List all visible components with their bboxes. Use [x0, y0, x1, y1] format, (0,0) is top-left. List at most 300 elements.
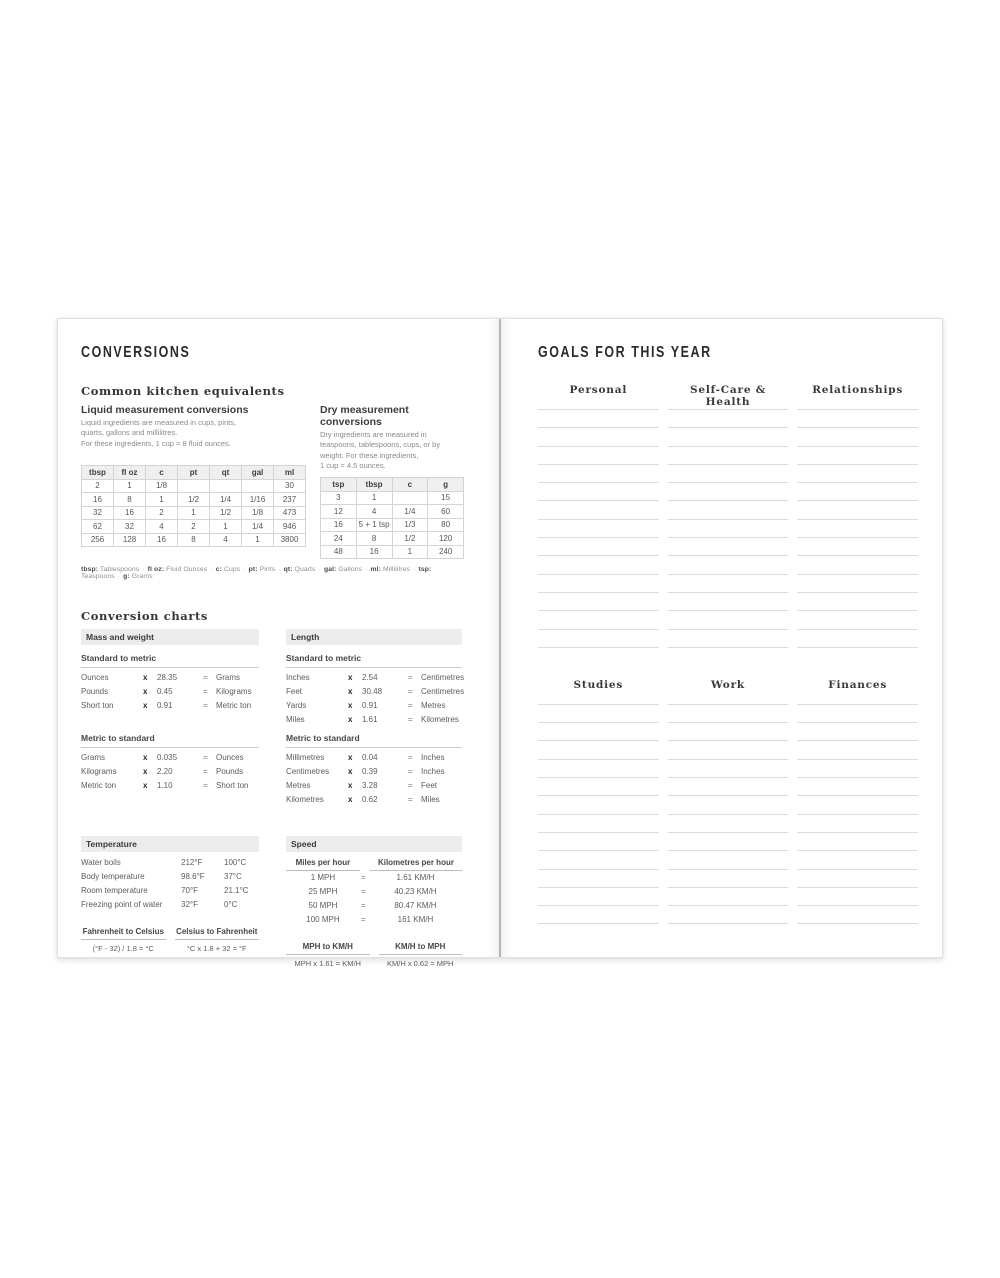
footnote-item: ml: Millilitres: [370, 566, 411, 573]
conversion-group: [286, 651, 465, 731]
liquid-conversions-title: Liquid measurement conversions: [81, 404, 249, 416]
kmh-value: 161 KM/H: [397, 915, 434, 924]
conversion-factor: 30.48: [362, 687, 383, 696]
temperature-section: [81, 836, 259, 968]
footnote-item: pt: Pints: [248, 566, 276, 573]
equals-sign: =: [203, 767, 208, 776]
goal-ruled-lines: [668, 399, 789, 648]
conversion-group-title: Metric to standard: [81, 731, 259, 748]
ruled-line: [797, 778, 918, 796]
ruled-line: [797, 399, 918, 410]
ruled-line: [668, 796, 789, 814]
multiply-sign: x: [348, 673, 353, 682]
footnote-abbr: ml:: [370, 566, 382, 573]
formula-title: Celsius to Fahrenheit: [175, 927, 260, 940]
column-header: c: [146, 466, 178, 480]
unit-label: Millimetres: [286, 753, 325, 762]
liquid-conversions-column: [81, 404, 306, 559]
table-cell: 1/4: [392, 505, 428, 519]
table-cell: 16: [356, 545, 392, 559]
goal-column-self-care-health: [668, 384, 789, 648]
mass-weight-header: Mass and weight: [81, 629, 259, 645]
kitchen-equivalents-heading: Common kitchen equivalents: [81, 384, 285, 398]
conversion-factor: 0.39: [362, 767, 378, 776]
conversion-factor: 28.35: [157, 673, 178, 682]
ruled-line: [538, 501, 659, 519]
ruled-line: [538, 741, 659, 759]
fahrenheit-value: 70°F: [181, 886, 198, 895]
ruled-line: [538, 556, 659, 574]
ruled-line: [797, 575, 918, 593]
table-cell: 62: [82, 520, 114, 534]
fahrenheit-value: 98.6°F: [181, 872, 205, 881]
ruled-line: [538, 483, 659, 501]
table-cell: 4: [356, 505, 392, 519]
column-header: ml: [274, 466, 306, 480]
ruled-line: [668, 520, 789, 538]
table-cell: 128: [114, 533, 146, 547]
conversion-factor: 2.20: [157, 767, 173, 776]
equals-sign: =: [408, 673, 413, 682]
conversion-row: [286, 673, 465, 687]
temperature-row: [81, 858, 259, 872]
ruled-line: [538, 906, 659, 924]
result-unit: Feet: [421, 781, 438, 790]
description-line: For these ingredients, 1 cup = 8 fluid ounces.: [81, 438, 231, 448]
ruled-line: [668, 694, 789, 705]
speed-row: [286, 887, 462, 901]
table-row: [321, 518, 464, 532]
equals-sign: =: [360, 915, 366, 924]
table-row: [321, 545, 464, 559]
footnote-separator: ·: [318, 566, 321, 573]
table-cell: 1: [146, 493, 178, 507]
result-unit: Inches: [421, 767, 445, 776]
length-groups: [286, 651, 465, 809]
description-line: weight. For these ingredients,: [320, 450, 419, 460]
result-unit: Inches: [421, 753, 445, 762]
table-cell: 1: [356, 491, 392, 505]
result-unit: Centimetres: [421, 673, 465, 682]
ruled-line: [538, 815, 659, 833]
table-cell: 16: [82, 493, 114, 507]
conversion-row: [81, 753, 259, 767]
footnote-separator: ·: [243, 566, 246, 573]
conversion-factor: 0.91: [157, 701, 173, 710]
ruled-line: [538, 705, 659, 723]
kmh-value: 80.47 KM/H: [394, 901, 437, 910]
footnote-item: tbsp: Tablespoons: [81, 566, 140, 573]
conversion-factor: 1.61: [362, 715, 378, 724]
formula-text: KM/H x 0.62 = MPH: [387, 959, 454, 968]
table-cell: 473: [274, 506, 306, 520]
column-header: tbsp: [82, 466, 114, 480]
result-unit: Centimetres: [421, 687, 465, 696]
equals-sign: =: [408, 753, 413, 762]
table-row: [82, 506, 306, 520]
conversion-row: [81, 781, 259, 795]
equals-sign: =: [360, 887, 366, 896]
goals-page: [501, 319, 942, 957]
table-cell: 1: [178, 506, 210, 520]
table-cell: 1/2: [210, 506, 242, 520]
ruled-line: [797, 410, 918, 428]
table-cell: 8: [114, 493, 146, 507]
ruled-line: [797, 760, 918, 778]
ruled-line: [668, 575, 789, 593]
formula-title: KM/H to MPH: [379, 942, 463, 955]
ruled-line: [668, 888, 789, 906]
goal-column-finances: [797, 679, 918, 925]
conversion-factor: 0.04: [362, 753, 378, 762]
ruled-line: [538, 888, 659, 906]
ruled-line: [538, 399, 659, 410]
ruled-line: [668, 906, 789, 924]
ruled-line: [538, 694, 659, 705]
formula-text: °C x 1.8 + 32 = °F: [186, 944, 247, 953]
ruled-line: [797, 870, 918, 888]
table-cell: 2: [178, 520, 210, 534]
multiply-sign: x: [143, 687, 148, 696]
table-cell: 16: [146, 533, 178, 547]
conversion-factor: 0.45: [157, 687, 173, 696]
footnote-separator: ·: [210, 566, 213, 573]
ruled-line: [797, 556, 918, 574]
result-unit: Metric ton: [216, 701, 252, 710]
kmh-value: 40.23 KM/H: [394, 887, 437, 896]
speed-table: [286, 858, 462, 929]
ruled-line: [797, 723, 918, 741]
table-row: [321, 532, 464, 546]
multiply-sign: x: [348, 795, 353, 804]
mass-weight-section: [81, 629, 259, 809]
goal-ruled-lines: [668, 694, 789, 925]
ruled-line: [797, 428, 918, 446]
ruled-line: [797, 888, 918, 906]
ruled-line: [797, 483, 918, 501]
formula-column: [379, 942, 463, 968]
description-line: Liquid ingredients are measured in cups, pints,: [81, 418, 237, 427]
ruled-line: [538, 428, 659, 446]
multiply-sign: x: [143, 781, 148, 790]
ruled-line: [538, 851, 659, 869]
equals-sign: =: [203, 753, 208, 762]
footnote-item: gal: Gallons: [323, 566, 363, 573]
ruled-line: [668, 741, 789, 759]
table-cell: 4: [210, 533, 242, 547]
table-row: [82, 520, 306, 534]
conversion-row: [81, 687, 259, 701]
page-title-conversions: CONVERSIONS: [81, 344, 191, 361]
ruled-line: [797, 906, 918, 924]
speed-row: [286, 873, 462, 887]
speed-header: Speed: [286, 836, 462, 852]
footnote-abbr: fl oz:: [147, 566, 165, 573]
footnote-separator: ·: [142, 566, 145, 573]
formula-title: MPH to KM/H: [286, 942, 370, 955]
ruled-line: [668, 851, 789, 869]
table-cell: 3: [321, 491, 357, 505]
ruled-line: [538, 833, 659, 851]
ruled-line: [668, 870, 789, 888]
table-cell: 1/16: [242, 493, 274, 507]
ruled-line: [668, 465, 789, 483]
table-cell: [178, 479, 210, 493]
fahrenheit-value: 212°F: [181, 858, 203, 867]
formula-column: [175, 927, 260, 953]
column-header: c: [392, 478, 428, 492]
table-cell: 3800: [274, 533, 306, 547]
table-cell: 16: [321, 518, 357, 532]
table-cell: 4: [146, 520, 178, 534]
ruled-line: [668, 447, 789, 465]
ruled-line: [668, 723, 789, 741]
equals-sign: =: [360, 901, 366, 910]
temperature-rows: [81, 858, 259, 914]
table-cell: 1: [392, 545, 428, 559]
footnote-separator: ·: [117, 573, 121, 580]
goal-column-title: Self-Care & Health: [689, 384, 767, 408]
footnote-separator: ·: [413, 566, 416, 573]
multiply-sign: x: [143, 701, 148, 710]
ruled-line: [538, 796, 659, 814]
ruled-line: [797, 630, 918, 648]
goal-ruled-lines: [538, 694, 659, 925]
ruled-line: [797, 694, 918, 705]
page-title-goals: GOALS FOR THIS YEAR: [538, 344, 712, 361]
mph-column-header: Miles per hour: [286, 858, 360, 871]
unit-label: Miles: [286, 715, 305, 724]
conversion-charts-heading: Conversion charts: [81, 609, 208, 623]
ruled-line: [797, 520, 918, 538]
table-cell: 1: [114, 479, 146, 493]
ruled-line: [797, 705, 918, 723]
unit-label: Feet: [286, 687, 303, 696]
dry-conversions-column: [320, 404, 464, 559]
table-cell: 120: [428, 532, 464, 546]
footnote-item: qt: Quarts: [283, 566, 316, 573]
ruled-line: [538, 447, 659, 465]
ruled-line: [668, 593, 789, 611]
celsius-value: 100°C: [224, 858, 247, 867]
table-cell: 1/4: [242, 520, 274, 534]
table-cell: 1/4: [210, 493, 242, 507]
goal-column-title: Relationships: [812, 384, 904, 396]
ruled-line: [538, 723, 659, 741]
table-cell: 8: [178, 533, 210, 547]
equals-sign: =: [408, 781, 413, 790]
multiply-sign: x: [348, 781, 353, 790]
goal-column-personal: [538, 384, 659, 648]
conversion-row: [286, 701, 462, 715]
equals-sign: =: [360, 873, 366, 882]
goals-section-bottom: [538, 679, 918, 925]
multiply-sign: x: [348, 701, 353, 710]
unit-label: Metric ton: [81, 781, 117, 790]
mph-value: 1 MPH: [310, 873, 336, 882]
planner-spread: [57, 318, 943, 968]
conversion-factor: 0.035: [157, 753, 178, 762]
conversion-group-title: Standard to metric: [81, 651, 259, 668]
ruled-line: [797, 593, 918, 611]
unit-label: Ounces: [81, 673, 109, 682]
conversion-group-title: Metric to standard: [286, 731, 462, 748]
multiply-sign: x: [143, 673, 148, 682]
celsius-value: 37°C: [224, 872, 242, 881]
unit-label: Metres: [286, 781, 311, 790]
equals-sign: =: [408, 767, 413, 776]
table-cell: [392, 491, 428, 505]
temperature-row: [81, 872, 259, 886]
footnote-separator: ·: [278, 566, 281, 573]
ruled-line: [797, 796, 918, 814]
formula-text: (°F - 32) / 1.8 = °C: [92, 944, 154, 953]
ruled-line: [797, 501, 918, 519]
ruled-line: [538, 520, 659, 538]
ruled-line: [797, 465, 918, 483]
unit-label: Grams: [81, 753, 105, 762]
ruled-line: [538, 575, 659, 593]
footnote-item: c: Cups: [215, 566, 241, 573]
column-header: fl oz: [114, 466, 146, 480]
conversion-factor: 2.54: [362, 673, 378, 682]
footnote-abbr: tsp:: [418, 566, 432, 573]
goal-column-studies: [538, 679, 659, 925]
table-cell: 237: [274, 493, 306, 507]
table-cell: 1: [210, 520, 242, 534]
table-cell: 48: [321, 545, 357, 559]
table-cell: 946: [274, 520, 306, 534]
ruled-line: [538, 538, 659, 556]
ruled-line: [538, 465, 659, 483]
description-line: 1 cup = 4.5 ounces.: [320, 461, 386, 471]
multiply-sign: x: [348, 767, 353, 776]
table-cell: 16: [114, 506, 146, 520]
kmh-value: 1.61 KM/H: [396, 873, 435, 882]
multiply-sign: x: [348, 753, 353, 762]
goal-column-title: Work: [711, 678, 745, 691]
conversion-charts-grid: [81, 629, 464, 968]
column-header: qt: [210, 466, 242, 480]
conversion-factor: 1.10: [157, 781, 173, 790]
multiply-sign: x: [348, 687, 353, 696]
ruled-line: [668, 760, 789, 778]
table-cell: 1: [242, 533, 274, 547]
speed-row: [286, 915, 462, 929]
result-unit: Short ton: [216, 781, 249, 790]
table-cell: 12: [321, 505, 357, 519]
conversion-group: [81, 651, 259, 731]
footnote-abbr: gal:: [323, 566, 337, 573]
ruled-line: [668, 705, 789, 723]
ruled-line: [668, 556, 789, 574]
goal-column-title: Personal: [569, 384, 628, 396]
conversion-row: [286, 753, 462, 767]
speed-formulas: [286, 942, 462, 968]
conversion-row: [286, 767, 462, 781]
mph-value: 100 MPH: [306, 915, 340, 924]
table-cell: 8: [356, 532, 392, 546]
equals-sign: =: [408, 715, 413, 724]
ruled-line: [797, 741, 918, 759]
ruled-line: [797, 851, 918, 869]
ruled-line: [797, 447, 918, 465]
dry-conversions-title: Dry measurement conversions: [320, 404, 409, 428]
footnote-abbr: qt:: [283, 566, 293, 573]
liquid-conversions-description: [81, 418, 306, 461]
table-cell: 32: [82, 506, 114, 520]
goal-column-title: Studies: [573, 678, 624, 691]
table-row: [321, 505, 464, 519]
result-unit: Metres: [421, 701, 446, 710]
table-cell: 1/8: [146, 479, 178, 493]
footnote-abbr: pt:: [248, 566, 258, 573]
mph-value: 25 MPH: [308, 887, 338, 896]
result-unit: Miles: [421, 795, 440, 804]
ruled-line: [538, 593, 659, 611]
temperature-row: [81, 900, 259, 914]
speed-row: [286, 901, 462, 915]
column-header: g: [428, 478, 464, 492]
temperature-row: [81, 886, 259, 900]
kitchen-columns: [81, 404, 464, 559]
conversion-row: [286, 715, 462, 729]
conversion-row: [81, 673, 259, 687]
multiply-sign: x: [348, 715, 353, 724]
conversion-factor: 3.28: [362, 781, 378, 790]
unit-label: Kilometres: [286, 795, 324, 804]
table-row: [321, 491, 464, 505]
unit-label: Pounds: [81, 687, 109, 696]
abbreviations-footnote: [81, 566, 464, 580]
length-section: [286, 629, 465, 809]
table-cell: 1/2: [178, 493, 210, 507]
equals-sign: =: [408, 687, 413, 696]
mass-weight-groups: [81, 651, 259, 795]
ruled-line: [668, 428, 789, 446]
dry-conversions-description: [320, 430, 464, 473]
table-cell: 32: [114, 520, 146, 534]
fahrenheit-value: 32°F: [181, 900, 198, 909]
table-cell: 15: [428, 491, 464, 505]
ruled-line: [797, 833, 918, 851]
celsius-value: 21.1°C: [224, 886, 249, 895]
temperature-label: Water boils: [81, 858, 121, 867]
table-cell: 5 + 1 tsp: [356, 518, 392, 532]
speed-header-row: [286, 858, 462, 871]
unit-label: Centimetres: [286, 767, 330, 776]
ruled-line: [668, 833, 789, 851]
ruled-line: [668, 815, 789, 833]
unit-label: Yards: [286, 701, 307, 710]
ruled-line: [668, 611, 789, 629]
equals-sign: =: [203, 673, 208, 682]
description-line: teaspoons, tablespoons, cups, or by: [320, 440, 441, 450]
goal-column-work: [668, 679, 789, 925]
equals-sign: =: [408, 795, 413, 804]
table-header-row: [321, 478, 464, 492]
unit-label: Short ton: [81, 701, 114, 710]
result-unit: Pounds: [216, 767, 244, 776]
ruled-line: [538, 410, 659, 428]
unit-label: Kilograms: [81, 767, 117, 776]
table-cell: [210, 479, 242, 493]
table-cell: 1/3: [392, 518, 428, 532]
ruled-line: [797, 611, 918, 629]
table-row: [82, 533, 306, 547]
multiply-sign: x: [143, 767, 148, 776]
column-header: gal: [242, 466, 274, 480]
